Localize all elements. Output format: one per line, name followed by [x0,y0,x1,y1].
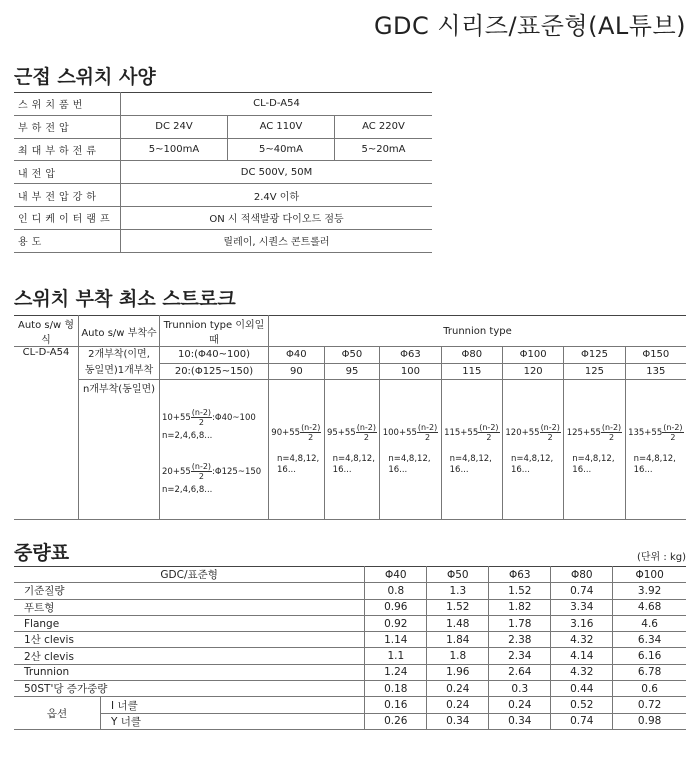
cell: 0.34 [489,713,551,729]
option-name: I 너클 [101,697,365,713]
spec-label: 내부전압강하 [14,184,121,207]
row-name: 푸트형 [14,599,365,615]
formula-general-cell [160,380,269,520]
cell: 1.1 [365,648,427,664]
cell: 2.34 [489,648,551,664]
table-row [14,681,686,697]
row-name: 기준질량 [14,583,365,599]
cell: 0.44 [551,681,613,697]
stroke-value: 120 [502,363,563,380]
count-2-line2: 동일면)1개부착 [84,365,154,376]
cell: 6.34 [613,632,686,648]
cell: 3.92 [613,583,686,599]
row-name: 2산 clevis [14,648,365,664]
cell: 1.24 [365,664,427,680]
row-name: Trunnion [14,664,365,680]
weight-table [14,566,686,730]
bore-header: Φ150 [625,347,686,364]
cell: 0.92 [365,615,427,631]
bore-header: Φ100 [502,347,563,364]
table-row [14,615,686,631]
spec-value: 릴레이, 시퀀스 콘트롤러 [121,229,433,252]
count-n-label: n개부착(동일면) [82,384,156,395]
spec-label: 인디케이터램프 [14,206,121,229]
spec-table [14,92,432,253]
spec-value: 5~100mA [121,138,228,161]
cell: 1.8 [427,648,489,664]
stroke-value: 100 [380,363,441,380]
cell: 0.52 [551,697,613,713]
header-trunnion: Trunnion type [269,316,687,347]
weight-unit: (단위 : kg) [637,552,686,563]
model-name: CL-D-A54 [22,347,70,358]
cell: 1.84 [427,632,489,648]
formula-bore-cell: 135+55 $\frac{(n-2)}{2}$ n=4,8,12, 16... [625,380,686,520]
stroke-value: 115 [441,363,502,380]
cell: 6.16 [613,648,686,664]
n-even-a: n=2,4,6,8... [162,430,213,441]
cell: 0.98 [613,713,686,729]
cell: 1.78 [489,615,551,631]
formula-bore-cell: 90+55 $\frac{(n-2)}{2}$ n=4,8,12, 16... [269,380,325,520]
cell: 1.96 [427,664,489,680]
option-name: Y 너클 [101,713,365,729]
spec-value: AC 110V [228,115,335,138]
formula-b: 20+55 $\frac{(n-2)}{2}$ :Φ125~150 [162,461,262,481]
weight-corner: GDC/표준형 [14,567,365,583]
cell: 4.68 [613,599,686,615]
cell: 0.72 [613,697,686,713]
cell: 0.18 [365,681,427,697]
formula-bore-cell: 115+55 $\frac{(n-2)}{2}$ n=4,8,12, 16... [441,380,502,520]
cell: 4.32 [551,664,613,680]
spec-label: 용도 [14,229,121,252]
cell: 1.52 [489,583,551,599]
model-cell [14,347,79,520]
bore-header: Φ125 [564,347,625,364]
bore-header: Φ40 [269,347,325,364]
formula-bore-cell: 125+55 $\frac{(n-2)}{2}$ n=4,8,12, 16... [564,380,625,520]
count-2-line1: 2개부착(이면, [88,349,150,360]
row-name: 1산 clevis [14,632,365,648]
spec-value: CL-D-A54 [121,93,433,116]
count-2-cell [79,347,160,380]
n-even-b: n=2,4,6,8... [162,484,213,495]
formula-a: 10+55 $\frac{(n-2)}{2}$ :Φ40~100 [162,407,256,427]
cell: 0.8 [365,583,427,599]
cell: 1.52 [427,599,489,615]
weight-bore: Φ100 [613,567,686,583]
cell: 0.16 [365,697,427,713]
weight-bore: Φ40 [365,567,427,583]
option-label: 옵션 [14,697,101,730]
bore-header: Φ63 [380,347,441,364]
spec-value: 2.4V 이하 [121,184,433,207]
stroke-value: 135 [625,363,686,380]
cell: 1.82 [489,599,551,615]
spec-value: ON 시 적색발광 다이오드 점등 [121,206,433,229]
stroke-table [14,315,686,520]
cell: 2.38 [489,632,551,648]
cell: 3.34 [551,599,613,615]
header-count: Auto s/w 부착수 [79,316,160,347]
spec-label: 최대부하전류 [14,138,121,161]
weight-bore: Φ80 [551,567,613,583]
cell: 0.74 [551,713,613,729]
stroke-heading: 스위치 부착 최소 스트로크 [14,288,236,310]
spec-value: 5~20mA [335,138,433,161]
spec-value: DC 500V, 50M [121,161,433,184]
row-name: 50ST'당 증가중량 [14,681,365,697]
header-trunnion-other: Trunnion type 이외일때 [160,316,269,347]
row1-label: 10:(Φ40~100) [160,347,269,364]
cell: 4.6 [613,615,686,631]
header-autosw: Auto s/w 형식 [14,316,79,347]
weight-bore: Φ50 [427,567,489,583]
table-row [14,599,686,615]
bore-header: Φ50 [324,347,380,364]
cell: 4.32 [551,632,613,648]
cell: 3.16 [551,615,613,631]
cell: 6.78 [613,664,686,680]
cell: 1.3 [427,583,489,599]
stroke-value: 90 [269,363,325,380]
cell: 4.14 [551,648,613,664]
cell: 1.48 [427,615,489,631]
row-name: Flange [14,615,365,631]
row2-label: 20:(Φ125~150) [160,363,269,380]
stroke-value: 125 [564,363,625,380]
spec-label: 내전압 [14,161,121,184]
spec-label: 스위치품번 [14,93,121,116]
table-row [14,664,686,680]
cell: 0.26 [365,713,427,729]
cell: 0.24 [427,697,489,713]
spec-value: DC 24V [121,115,228,138]
bore-header: Φ80 [441,347,502,364]
weight-heading: 중량표 [14,542,70,564]
spec-label: 부하전압 [14,115,121,138]
cell: 0.24 [427,681,489,697]
cell: 0.96 [365,599,427,615]
formula-bore-cell: 120+55 $\frac{(n-2)}{2}$ n=4,8,12, 16... [502,380,563,520]
cell: 2.64 [489,664,551,680]
weight-bore: Φ63 [489,567,551,583]
table-row [14,648,686,664]
spec-value: 5~40mA [228,138,335,161]
stroke-value: 95 [324,363,380,380]
cell: 0.3 [489,681,551,697]
table-row [14,713,686,729]
table-row [14,632,686,648]
cell: 0.24 [489,697,551,713]
cell: 0.74 [551,583,613,599]
count-n-cell [79,380,160,520]
spec-value: AC 220V [335,115,433,138]
table-row [14,697,686,713]
cell: 1.14 [365,632,427,648]
cell: 0.6 [613,681,686,697]
table-row [14,583,686,599]
formula-bore-cell: 95+55 $\frac{(n-2)}{2}$ n=4,8,12, 16... [324,380,380,520]
formula-bore-cell: 100+55 $\frac{(n-2)}{2}$ n=4,8,12, 16... [380,380,441,520]
page-title: GDC 시리즈/표준형(AL튜브) [373,12,686,40]
cell: 0.34 [427,713,489,729]
spec-heading: 근접 스위치 사양 [14,66,156,88]
